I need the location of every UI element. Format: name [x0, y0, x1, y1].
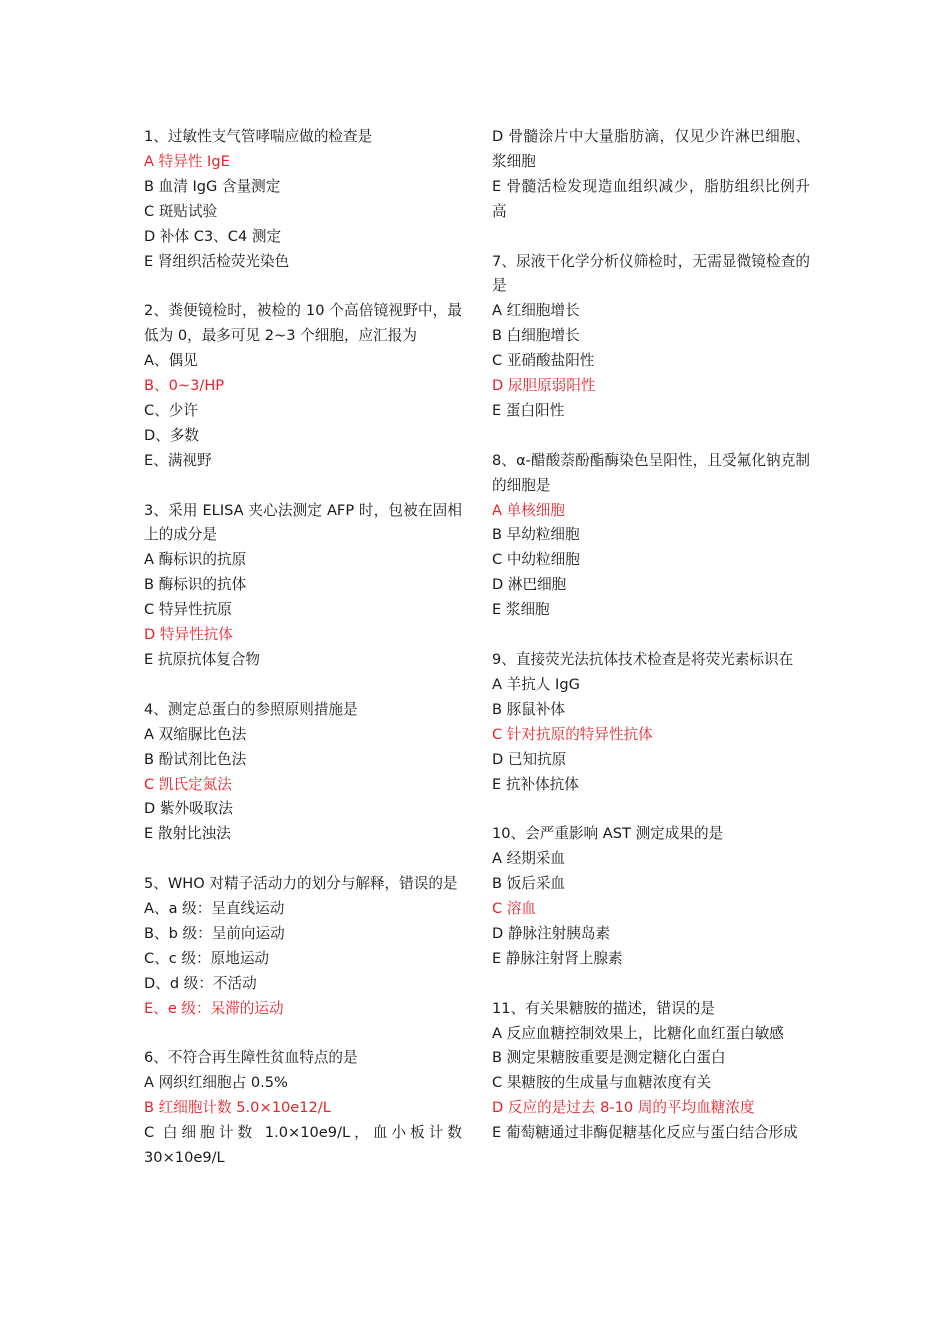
option: B 测定果糖胺重要是测定糖化白蛋白	[492, 1049, 726, 1067]
question-stem: 9、直接荧光法抗体技术检查是将荧光素标识在	[492, 650, 794, 668]
option: C 斑贴试验	[144, 202, 218, 220]
option: D 紫外吸取法	[144, 800, 233, 818]
option: E 肾组织活检荧光染色	[144, 252, 290, 270]
question-block	[492, 648, 810, 797]
option: C、c 级：原地运动	[144, 949, 270, 967]
option: E 葡萄糖通过非酶促糖基化反应与蛋白结合形成	[492, 1124, 798, 1142]
answer-option: B 红细胞计数 5.0×10e12/L	[144, 1099, 331, 1117]
option: D 已知抗原	[492, 750, 567, 768]
question-stem: 11、有关果糖胺的描述，错误的是	[492, 999, 715, 1017]
option: E 浆细胞	[492, 601, 550, 619]
option: E 抗补体抗体	[492, 775, 579, 793]
option: B、b 级：呈前向运动	[144, 924, 285, 942]
option: B 饭后采血	[492, 875, 566, 893]
answer-option: D 反应的是过去 8-10 周的平均血糖浓度	[492, 1099, 755, 1117]
option: A 红细胞增长	[492, 302, 580, 320]
answer-option: A 特异性 IgE	[144, 152, 230, 170]
option: D 骨髓涂片中大量脂肪滴，仅见少许淋巴细胞、浆细胞	[492, 128, 810, 170]
option: E 骨髓活检发现造血组织减少，脂肪组织比例升高	[492, 177, 810, 220]
answer-option: C 针对抗原的特异性抗体	[492, 725, 653, 743]
option: D、d 级：不活动	[144, 974, 257, 992]
option: C 白细胞计数 1.0×10e9/L，血小板计数 30×10e9/L	[144, 1124, 462, 1167]
question-block	[144, 698, 462, 847]
option: B 血清 IgG 含量测定	[144, 177, 281, 195]
option: A 反应血糖控制效果上，比糖化血红蛋白敏感	[492, 1024, 784, 1042]
question-block	[144, 499, 462, 673]
answer-option: C 溶血	[492, 900, 537, 918]
answer-option: D 特异性抗体	[144, 626, 233, 644]
question-stem: 7、尿液干化学分析仪筛检时，无需显微镜检查的是	[492, 252, 810, 295]
option: E、满视野	[144, 451, 212, 469]
option: B 豚鼠补体	[492, 700, 566, 718]
option: A 网织红细胞占 0.5%	[144, 1074, 288, 1092]
right-column	[492, 125, 810, 1171]
option: B 酚试剂比色法	[144, 750, 247, 768]
option: A 经期采血	[492, 850, 565, 868]
answer-option: E、e 级：呆滞的运动	[144, 999, 284, 1017]
option: B 酶标识的抗体	[144, 576, 247, 594]
answer-option: A 单核细胞	[492, 501, 565, 519]
question-block	[492, 449, 810, 623]
question-stem: 1、过敏性支气管哮喘应做的检查是	[144, 128, 373, 145]
question-block	[144, 299, 462, 473]
question-stem: 3、采用 ELISA 夹心法测定 AFP 时，包被在固相上的成分是	[144, 501, 462, 544]
option: A、偶见	[144, 352, 198, 370]
question-block	[492, 997, 810, 1146]
option: D 静脉注射胰岛素	[492, 924, 611, 942]
option: B 白细胞增长	[492, 327, 580, 345]
option: C 特异性抗原	[144, 601, 232, 619]
question-stem: 10、会严重影响 AST 测定成果的是	[492, 825, 724, 843]
option: C、少许	[144, 401, 198, 419]
question-stem: 8、α-醋酸萘酚酯酶染色呈阳性，且受氟化钠克制的细胞是	[492, 451, 810, 494]
question-block	[144, 125, 462, 274]
option: A、a 级：呈直线运动	[144, 900, 285, 918]
option: D 淋巴细胞	[492, 576, 567, 594]
question-stem: 4、测定总蛋白的参照原则措施是	[144, 700, 358, 718]
answer-option: D 尿胆原弱阳性	[492, 377, 596, 395]
option: A 双缩脲比色法	[144, 725, 247, 743]
option: E 抗原抗体复合物	[144, 651, 261, 668]
question-stem: 2、粪便镜检时，被检的 10 个高倍镜视野中，最低为 0，最多可见 2~3 个细胞，应汇报为	[144, 302, 462, 345]
left-column	[144, 125, 462, 1196]
question-stem: 5、WHO 对精子活动力的划分与解释，错误的是	[144, 875, 458, 893]
question-stem: 6、不符合再生障性贫血特点的是	[144, 1049, 358, 1067]
option: C 果糖胺的生成量与血糖浓度有关	[492, 1074, 712, 1092]
option: C 中幼粒细胞	[492, 551, 580, 569]
answer-option: C 凯氏定氮法	[144, 775, 232, 793]
question-block	[144, 872, 462, 1021]
option: A 酶标识的抗原	[144, 551, 247, 569]
option: B 早幼粒细胞	[492, 526, 580, 544]
question-block	[492, 250, 810, 424]
option: A 羊抗人 IgG	[492, 675, 580, 693]
answer-option: B、0~3/HP	[144, 377, 225, 395]
option: E 散射比浊法	[144, 825, 231, 843]
question-block	[144, 1046, 462, 1171]
option: E 蛋白阳性	[492, 401, 565, 419]
option: D 补体 C3、C4 测定	[144, 227, 282, 245]
option: C 亚硝酸盐阳性	[492, 352, 595, 370]
option: E 静脉注射肾上腺素	[492, 949, 623, 967]
question-block	[492, 125, 810, 225]
option: D、多数	[144, 426, 200, 444]
question-block	[492, 822, 810, 971]
